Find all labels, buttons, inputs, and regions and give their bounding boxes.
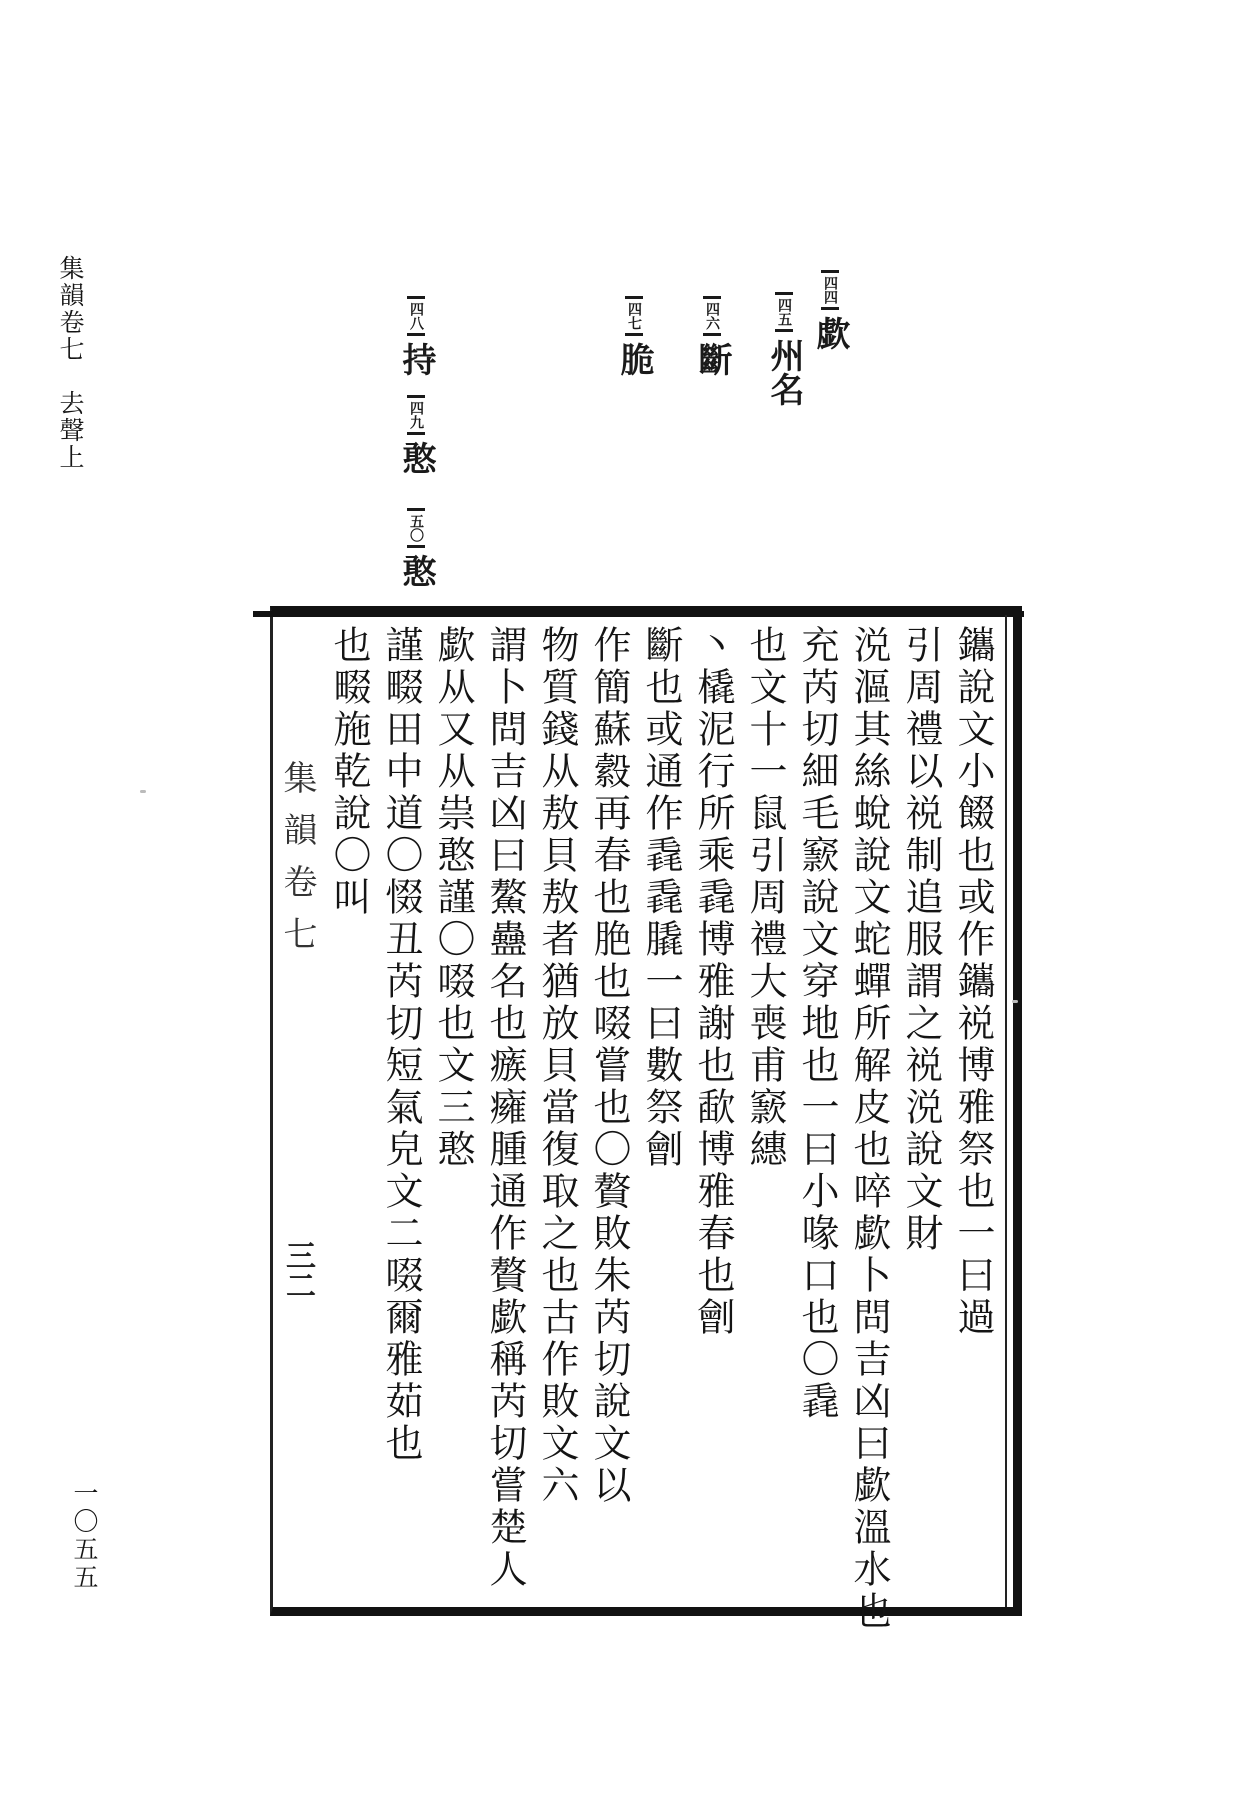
text-column — [945, 625, 1001, 1605]
text-column — [737, 625, 793, 1605]
note-marker: 四四 — [821, 270, 839, 310]
note-marker: 四七 — [625, 296, 643, 336]
column-text: 涚漚其絲蛻說文蛇蟬所解皮也啐歔卜問吉凶曰歔溫水也 — [847, 625, 891, 1633]
column-text: 也畷施乾說〇叫 — [327, 625, 371, 919]
running-header: 集韻卷七 去聲上 — [56, 255, 85, 471]
note-text: 憨 — [396, 441, 436, 475]
column-text: 斷也或通作毳毳膬一曰數祭劊 — [639, 625, 683, 1171]
text-column — [893, 625, 949, 1605]
note-marker: 五〇 — [407, 508, 425, 548]
text-column — [425, 625, 481, 1605]
column-text: 丶橇泥行所乘毳博雅謝也歃博雅春也劊 — [691, 625, 735, 1339]
column-text: 充芮切細毛窾說文穿地也一曰小喙口也〇毳 — [795, 625, 839, 1423]
paper-speck — [1012, 1000, 1018, 1003]
text-column — [477, 625, 533, 1605]
note-marker: 四六 — [703, 296, 721, 336]
note-text: 歔 — [810, 316, 850, 350]
collation-note — [688, 296, 737, 376]
text-column — [685, 625, 741, 1605]
column-text: 謹畷田中道〇惙丑芮切短氣皃文二啜爾雅茹也 — [379, 625, 423, 1465]
text-column — [633, 625, 689, 1605]
column-text: 鑴說文小餟也或作鑴祱博雅祭也一曰過 — [951, 625, 995, 1339]
collation-note — [610, 296, 659, 376]
collation-note — [392, 296, 441, 376]
note-text: 斷 — [692, 342, 732, 376]
page-number: 一〇五五 — [70, 1480, 99, 1592]
column-text: 歔从又从祟憨謹〇啜也文三憨 — [431, 625, 475, 1171]
paper-speck — [140, 790, 146, 793]
banxin-title: 集韻卷七 — [277, 760, 317, 968]
text-column — [529, 625, 585, 1605]
note-text: 憨 — [396, 554, 436, 588]
banxin-folio: 三二 — [280, 1240, 315, 1300]
text-column — [789, 625, 845, 1605]
collation-note — [760, 292, 809, 406]
column-text: 也文十一鼠引周禮大喪甫窾繐 — [743, 625, 787, 1171]
text-column — [321, 625, 377, 1605]
column-text: 物質錢从敖貝敖者猶放貝當復取之也古作敗文六 — [535, 625, 579, 1507]
column-text: 作簡蘇縠再春也脃也啜嘗也〇贅敗朱芮切說文以 — [587, 625, 631, 1507]
column-text: 引周禮以祱制追服謂之祱涚說文財 — [899, 625, 943, 1255]
note-text: 脆 — [614, 342, 654, 376]
note-text: 持 — [396, 342, 436, 376]
collation-note — [806, 270, 855, 350]
collation-note — [392, 395, 441, 475]
text-column — [841, 625, 897, 1633]
note-marker: 四五 — [775, 292, 793, 332]
column-text: 謂卜問吉凶曰鰲蠱名也瘯癕腫通作贅歔稱芮切嘗楚人 — [483, 625, 527, 1591]
text-column — [581, 625, 637, 1605]
collation-note — [392, 508, 441, 588]
note-marker: 四八 — [407, 296, 425, 336]
note-text: 州名 — [764, 338, 804, 406]
note-marker: 四九 — [407, 395, 425, 435]
text-column — [373, 625, 429, 1605]
